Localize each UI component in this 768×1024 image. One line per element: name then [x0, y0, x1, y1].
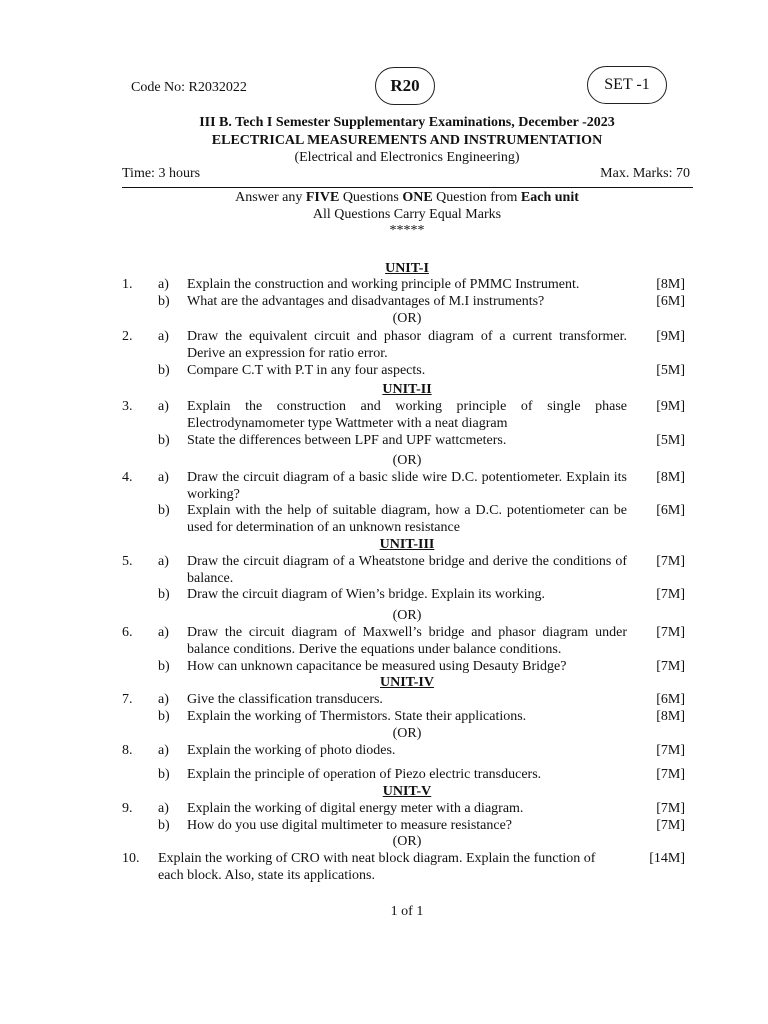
question-text: Explain with the help of suitable diagram, how a D.C. potentiometer can be used for determination of an unknown resistance [187, 503, 627, 535]
part-label: b) [158, 587, 170, 602]
part-label: a) [158, 277, 169, 292]
part-label: b) [158, 709, 170, 724]
question-text: How do you use digital multimeter to measure resistance? [187, 818, 513, 833]
question-marks: [7M] [656, 743, 685, 758]
question-text: State the differences between LPF and UPF wattcmeters. [187, 433, 507, 448]
part-label: b) [158, 767, 170, 782]
or-separator: (OR) [392, 834, 422, 849]
question-number: 3. [122, 399, 133, 414]
question-text: Explain the working of CRO with neat block diagram. Explain the function of each block. Also, state its applications. [158, 851, 596, 883]
part-label: b) [158, 503, 170, 518]
question-marks: [5M] [656, 433, 685, 448]
unit-heading: UNIT-I [385, 261, 429, 276]
question-marks: [8M] [656, 277, 685, 292]
part-label: b) [158, 818, 170, 833]
branch: (Electrical and Electronics Engineering) [294, 150, 520, 165]
instruction-line-2: All Questions Carry Equal Marks [312, 207, 502, 222]
code-number: Code No: R2032022 [131, 80, 247, 95]
unit-heading: UNIT-III [379, 537, 435, 552]
question-text: What are the advantages and disadvantages of M.I instruments? [187, 294, 545, 309]
or-separator: (OR) [392, 726, 422, 741]
stars-separator: ***** [389, 223, 425, 238]
part-label: b) [158, 659, 170, 674]
question-text: Give the classification transducers. [187, 692, 383, 707]
or-separator: (OR) [392, 608, 422, 623]
question-marks: [6M] [656, 692, 685, 707]
part-label: b) [158, 294, 170, 309]
question-marks: [7M] [656, 818, 685, 833]
question-marks: [9M] [656, 399, 685, 414]
part-label: a) [158, 470, 169, 485]
question-text: Draw the equivalent circuit and phasor diagram of a current transformer. Derive an expression for ratio error. [187, 329, 627, 361]
question-marks: [14M] [649, 851, 685, 866]
or-separator: (OR) [392, 311, 422, 326]
exam-title: III B. Tech I Semester Supplementary Examinations, December -2023 [199, 115, 615, 130]
question-text: Draw the circuit diagram of a Wheatstone bridge and derive the conditions of balance. [187, 554, 627, 586]
question-text: Draw the circuit diagram of a basic slide wire D.C. potentiometer. Explain its working? [187, 470, 627, 502]
time-allowed: Time: 3 hours [122, 166, 201, 181]
part-label: b) [158, 363, 170, 378]
question-text: How can unknown capacitance be measured using Desauty Bridge? [187, 659, 567, 674]
part-label: a) [158, 329, 169, 344]
set-badge: SET -1 [587, 66, 667, 104]
page-number: 1 of 1 [390, 904, 424, 919]
question-number: 6. [122, 625, 133, 640]
question-number: 7. [122, 692, 133, 707]
question-number: 1. [122, 277, 133, 292]
question-marks: [7M] [656, 801, 685, 816]
question-marks: [7M] [656, 625, 685, 640]
question-text: Explain the construction and working principle of single phase Electrodynamometer type Wattmeter with a neat diagram [187, 399, 627, 431]
instruction-line-1: Answer any FIVE Questions ONE Question from Each unit [235, 190, 579, 205]
question-text: Explain the working of Thermistors. State their applications. [187, 709, 527, 724]
part-label: a) [158, 801, 169, 816]
question-marks: [7M] [656, 767, 685, 782]
part-label: a) [158, 399, 169, 414]
part-label: a) [158, 625, 169, 640]
header-divider [122, 187, 693, 188]
question-marks: [9M] [656, 329, 685, 344]
question-number: 9. [122, 801, 133, 816]
question-number: 8. [122, 743, 133, 758]
or-separator: (OR) [392, 453, 422, 468]
part-label: b) [158, 433, 170, 448]
unit-heading: UNIT-II [382, 382, 432, 397]
question-number: 10. [122, 851, 140, 866]
question-number: 4. [122, 470, 133, 485]
question-text: Explain the principle of operation of Piezo electric transducers. [187, 767, 542, 782]
question-marks: [7M] [656, 587, 685, 602]
unit-heading: UNIT-IV [380, 675, 434, 690]
question-marks: [6M] [656, 294, 685, 309]
question-marks: [5M] [656, 363, 685, 378]
unit-heading: UNIT-V [382, 784, 432, 799]
part-label: a) [158, 554, 169, 569]
question-marks: [8M] [656, 709, 685, 724]
question-text: Explain the working of digital energy meter with a diagram. [187, 801, 524, 816]
question-text: Draw the circuit diagram of Wien’s bridge. Explain its working. [187, 587, 546, 602]
question-marks: [8M] [656, 470, 685, 485]
question-text: Compare C.T with P.T in any four aspects. [187, 363, 426, 378]
question-text: Draw the circuit diagram of Maxwell’s bridge and phasor diagram under balance conditions. Derive the equations under balance conditions. [187, 625, 627, 657]
question-number: 2. [122, 329, 133, 344]
part-label: a) [158, 692, 169, 707]
part-label: a) [158, 743, 169, 758]
question-text: Explain the construction and working principle of PMMC Instrument. [187, 277, 580, 292]
max-marks: Max. Marks: 70 [600, 166, 690, 181]
regulation-badge: R20 [375, 67, 435, 105]
question-number: 5. [122, 554, 133, 569]
question-marks: [7M] [656, 659, 685, 674]
question-text: Explain the working of photo diodes. [187, 743, 396, 758]
question-marks: [6M] [656, 503, 685, 518]
subject-title: ELECTRICAL MEASUREMENTS AND INSTRUMENTATION [211, 133, 603, 148]
question-marks: [7M] [656, 554, 685, 569]
